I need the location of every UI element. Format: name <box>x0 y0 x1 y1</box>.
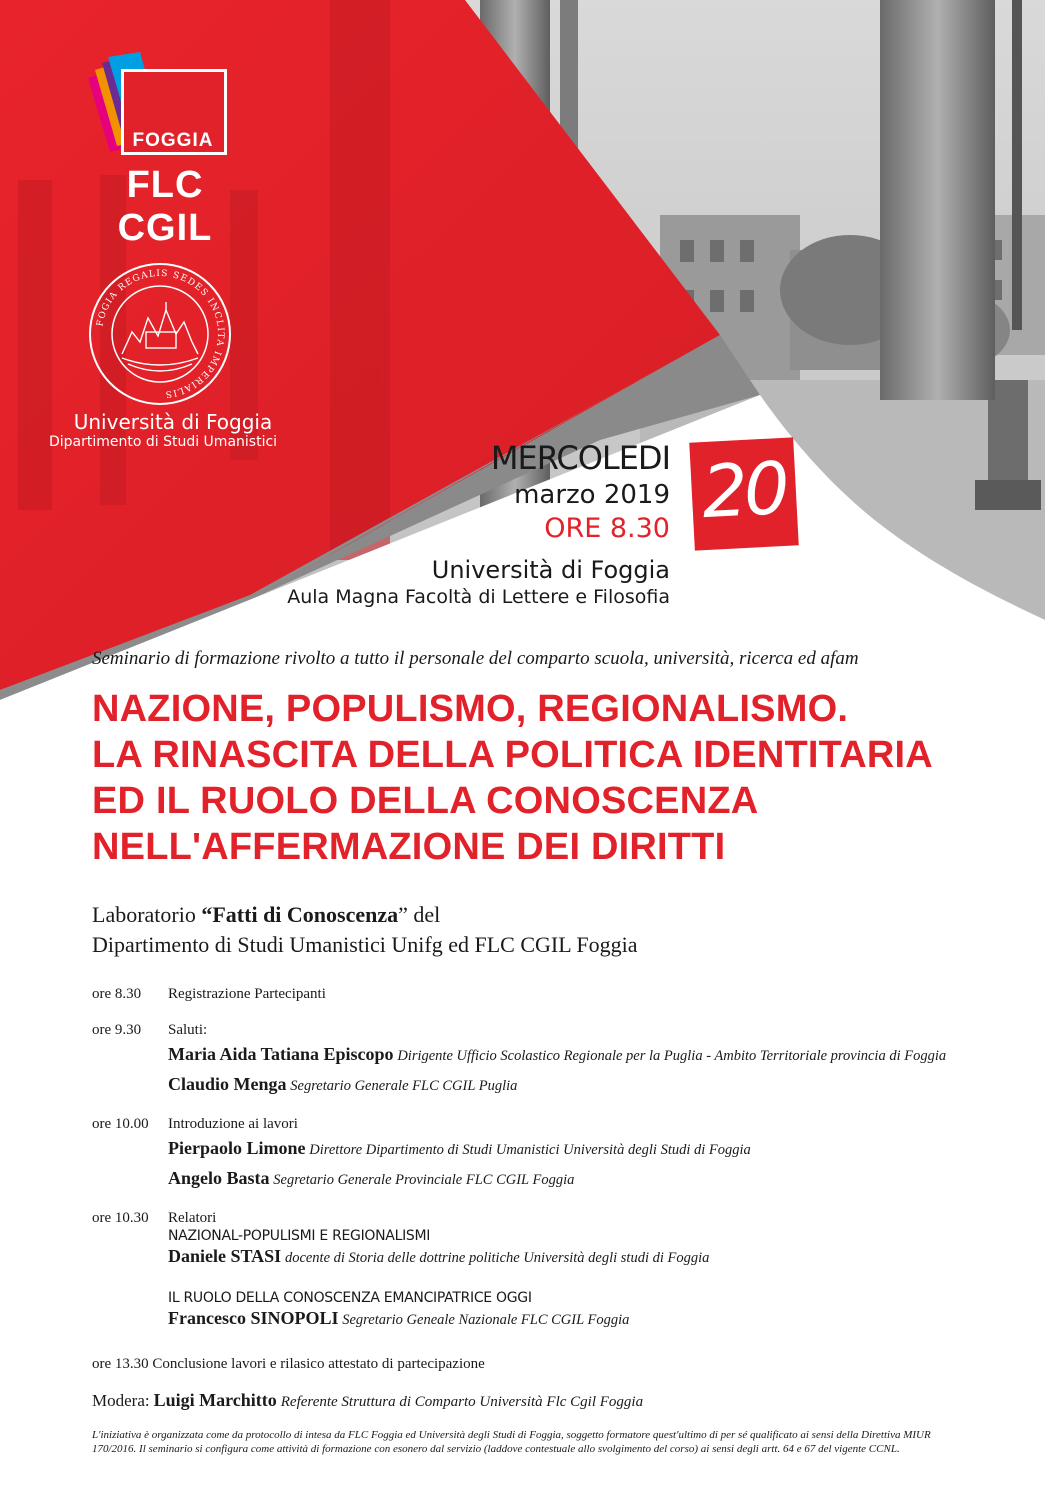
seminar-description: Seminario di formazione rivolto a tutto il personale del comparto scuola, università, ricerca ed afam <box>92 648 859 669</box>
slot-time: ore 13.30 <box>92 1356 149 1372</box>
speaker-role: Segretario Generale FLC CGIL Puglia <box>290 1078 518 1094</box>
speaker-name: Claudio Menga <box>168 1074 287 1094</box>
title-line: LA RINASCITA DELLA POLITICA IDENTITARIA <box>92 734 933 776</box>
university-name: Università di Foggia <box>73 410 273 434</box>
slot-label: Conclusione lavori e rilasico attestato di partecipazione <box>152 1356 485 1372</box>
event-day-box <box>689 437 799 550</box>
slot-time: ore 10.30 <box>92 1210 149 1226</box>
speaker-name: Francesco SINOPOLI <box>168 1308 339 1328</box>
slot-label: Registrazione Partecipanti <box>168 986 326 1002</box>
laboratorio-close-quote: ” <box>398 902 408 927</box>
speaker-role: Direttore Dipartimento di Studi Umanistici Università degli Studi di Foggia <box>309 1142 751 1158</box>
flc-cgil-logo <box>80 52 250 249</box>
event-time: ORE 8.30 <box>544 513 670 544</box>
event-date-block <box>380 438 670 546</box>
flc-foggia-label: FOGGIA <box>132 130 214 151</box>
topic-title: IL RUOLO DELLA CONOSCENZA EMANCIPATRICE OGGI <box>168 1290 532 1306</box>
slot-time: ore 10.00 <box>92 1116 149 1132</box>
speaker-name: Maria Aida Tatiana Episcopo <box>168 1044 394 1064</box>
slot-label: Introduzione ai lavori <box>168 1116 298 1132</box>
speaker-role: Dirigente Ufficio Scolastico Regionale per la Puglia - Ambito Territoriale provincia di Foggia <box>397 1048 947 1064</box>
seal-inscription: FOGIA REGALIS SEDES INCLITA IMPERIALIS <box>95 268 226 399</box>
footnote-line: L'iniziativa è organizzata come da protocollo di intesa da FLC Foggia ed Università degli Studi di Foggia, soggetto formatore quest'ultimo di per sé qualificato ai sensi della Direttiva MIUR <box>92 1429 931 1441</box>
laboratorio-name: Fatti di Conoscenza <box>212 902 399 927</box>
slot-label: Saluti: <box>168 1022 208 1038</box>
footnote <box>92 1428 992 1456</box>
event-room: Aula Magna Facoltà di Lettere e Filosofia <box>287 586 670 608</box>
flc-cgil-label: FLC CGIL <box>117 164 213 249</box>
speaker <box>168 1044 946 1065</box>
speaker <box>168 1308 629 1329</box>
moderator-role: Referente Struttura di Comparto Università Flc Cgil Foggia <box>280 1394 644 1410</box>
event-title <box>92 686 1032 870</box>
topic-title: NAZIONAL-POPULISMI E REGIONALISMI <box>168 1228 431 1244</box>
speaker-name: Angelo Basta <box>168 1168 270 1188</box>
slot-time: ore 9.30 <box>92 1022 142 1038</box>
speaker <box>168 1074 517 1095</box>
title-line: NELL'AFFERMAZIONE DEI DIRITTI <box>92 826 726 868</box>
laboratorio-prefix: Laboratorio <box>92 902 202 927</box>
svg-text:FOGIA REGALIS SEDES INCLITA IM <box>95 269 225 399</box>
slot-time: ore 8.30 <box>92 986 142 1002</box>
speaker-name: Pierpaolo Limone <box>168 1138 306 1158</box>
speaker <box>168 1246 709 1267</box>
laboratorio-suffix: del <box>407 902 441 927</box>
department-name: Dipartimento di Studi Umanistici <box>48 434 278 450</box>
moderator <box>92 1390 643 1411</box>
title-line: NAZIONE, POPULISMO, REGIONALISMO. <box>92 688 849 730</box>
speaker <box>168 1168 574 1189</box>
laboratorio-open-quote: “ <box>201 902 213 927</box>
speaker-name: Daniele STASI <box>168 1246 282 1266</box>
program-slot <box>92 1356 485 1373</box>
university-seal-icon <box>88 262 232 406</box>
title-line: ED IL RUOLO DELLA CONOSCENZA <box>92 780 759 822</box>
moderator-label: Modera: <box>92 1391 150 1410</box>
speaker <box>168 1138 751 1159</box>
laboratorio-department: Dipartimento di Studi Umanistici Unifg ed FLC CGIL Foggia <box>92 932 638 957</box>
event-month-year: marzo 2019 <box>514 480 670 510</box>
speaker-role: docente di Storia delle dottrine politiche Università degli studi di Foggia <box>284 1250 710 1266</box>
laboratorio-line <box>92 902 440 928</box>
footnote-line: 170/2016. Il seminario si configura come attività di formazione con esonero dal servizio (laddove contestuale allo svolgimento del corso) ai sensi degli artt. 64 e 67 del vigente CCNL. <box>92 1443 900 1455</box>
speaker-role: Segretario Generale Provinciale FLC CGIL Foggia <box>273 1172 575 1188</box>
moderator-name: Luigi Marchitto <box>153 1390 277 1410</box>
event-day-number: 20 <box>699 445 788 535</box>
event-weekday: MERCOLEDI <box>490 439 670 477</box>
slot-label: Relatori <box>168 1210 217 1226</box>
speaker-role: Segretario Geneale Nazionale FLC CGIL Foggia <box>342 1312 630 1328</box>
event-venue: Università di Foggia <box>431 556 670 584</box>
